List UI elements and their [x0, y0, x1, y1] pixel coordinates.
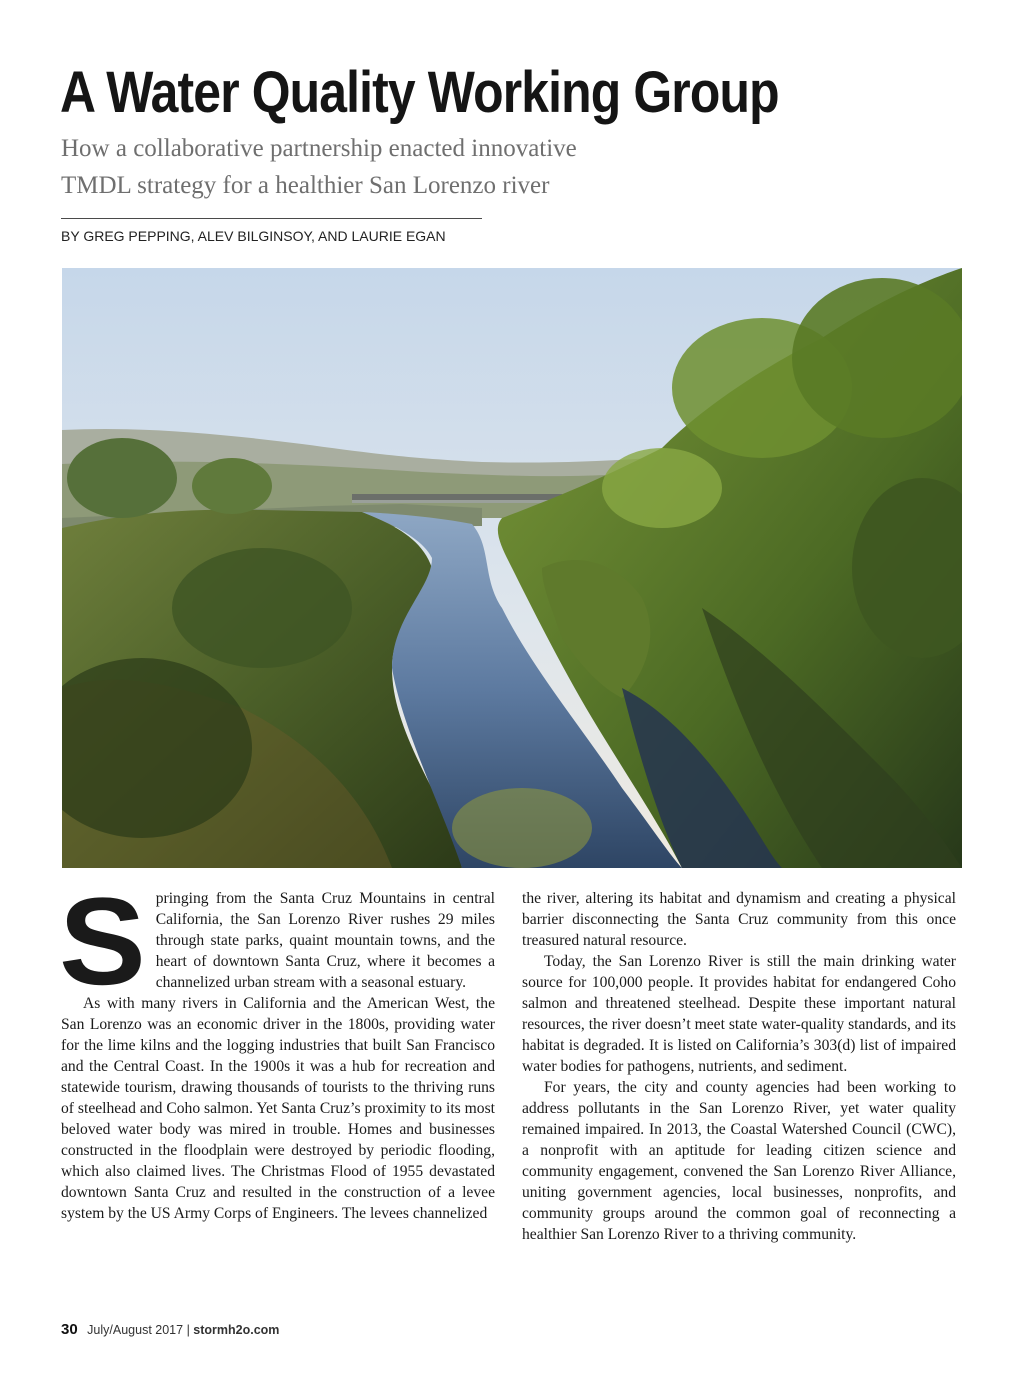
- article-subtitle: [61, 130, 761, 204]
- issue-date: July/August 2017: [87, 1323, 184, 1337]
- intro-text: pringing from the Santa Cruz Mountains in central California, the San Lorenzo River rushes 29 miles through state parks, quaint mountain towns, and the heart of downtown Santa Cruz, where it becomes a channelized urban stream with a seasonal estuary.: [155, 890, 495, 991]
- article-byline: BY GREG PEPPING, ALEV BILGINSOY, AND LAURIE EGAN: [61, 228, 446, 244]
- paragraph-history: As with many rivers in California and the American West, the San Lorenzo was an economic driver in the 1800s, providing water for the lime kilns and the logging industries that built San Francisco and the Central Coast. In the 1900s it was a hub for recreation and statewide tourism, drawing thousands of tourists to the thriving runs of steelhead and Coho salmon. Yet Santa Cruz’s proximity to its most beloved water body was mired in trouble. Homes and businesses constructed in the floodplain were destroyed by periodic flooding, which also claimed lives. The Christmas Flood of 1955 devastated downtown Santa Cruz and resulted in the construction of a levee system by the US Army Corps of Engineers. The levees channelized: [61, 995, 495, 1222]
- paragraph-alliance: For years, the city and county agencies had been working to address pollutants in the San Lorenzo River, yet water quality remained impaired. In 2013, the Coastal Watershed Council (CWC), a nonprofit with an aptitude for leading citizen science and community engagement, convened the San Lorenzo River Alliance, uniting government agencies, local businesses, nonprofits, and community groups around the common goal of reconnecting a healthier San Lorenzo River to a thriving community.: [522, 1079, 956, 1243]
- article-column-right: [522, 888, 956, 1245]
- river-photo: [62, 268, 962, 868]
- page-number: 30: [61, 1321, 78, 1338]
- page-footer: [61, 1321, 279, 1338]
- website-link[interactable]: stormh2o.com: [193, 1323, 280, 1337]
- drop-cap: S: [59, 873, 146, 1011]
- paragraph-continued: the river, altering its habitat and dynamism and creating a physical barrier disconnecting the Santa Cruz community from this once treasured natural resource.: [522, 890, 956, 949]
- footer-separator: |: [186, 1323, 190, 1337]
- subtitle-line-1: How a collaborative partnership enacted innovative: [61, 135, 577, 162]
- paragraph-today: Today, the San Lorenzo River is still the main drinking water source for 100,000 people. It provides habitat for endangered Coho salmon and threatened steelhead. Despite these important natural resources, the river doesn’t meet state water-quality standards, and its habitat is degraded. It is listed on California’s 303(d) list of impaired water bodies for pathogens, nutrients, and sediment.: [522, 953, 956, 1075]
- byline-divider: [61, 218, 482, 219]
- article-title: A Water Quality Working Group: [60, 60, 779, 125]
- article-column-left: [59, 873, 495, 1224]
- subtitle-line-2: TMDL strategy for a healthier San Lorenzo river: [61, 172, 550, 199]
- intro-paragraph: [59, 873, 495, 1011]
